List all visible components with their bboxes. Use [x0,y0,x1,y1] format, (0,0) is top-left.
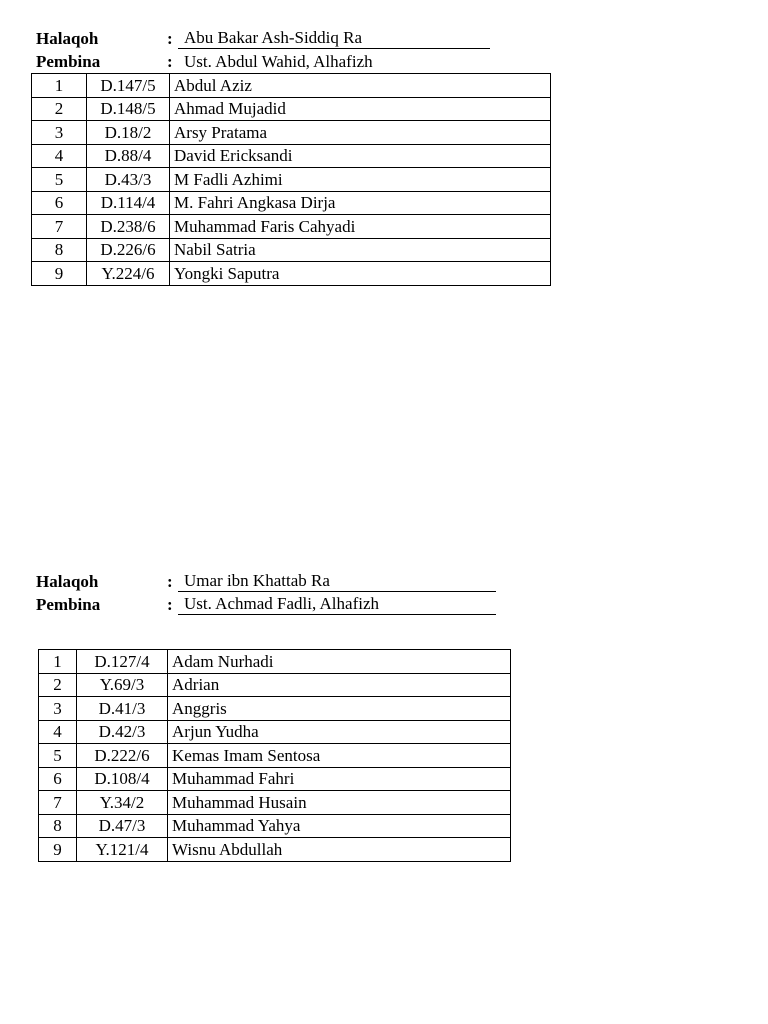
student-name: Adrian [168,673,511,697]
student-name: Adam Nurhadi [168,650,511,674]
row-number: 3 [39,697,77,721]
student-code: D.238/6 [87,215,170,239]
table-row [39,720,511,744]
student-name: Muhammad Yahya [168,814,511,838]
halaqoh-value: Umar ibn Khattab Ra [178,570,496,592]
table-row [39,650,511,674]
student-code: D.18/2 [87,121,170,145]
table-row [32,191,551,215]
row-number: 6 [39,767,77,791]
halaqoh-section-1 [36,27,556,73]
student-code: D.42/3 [77,720,168,744]
student-name: Arsy Pratama [170,121,551,145]
halaqoh-colon: : [167,572,173,591]
student-name: Arjun Yudha [168,720,511,744]
student-code: Y.69/3 [77,673,168,697]
row-number: 1 [32,74,87,98]
table-row [32,97,551,121]
pembina-colon: : [167,595,173,614]
table-row [39,697,511,721]
row-number: 1 [39,650,77,674]
student-code: D.41/3 [77,697,168,721]
row-number: 8 [32,238,87,262]
student-name: M Fadli Azhimi [170,168,551,192]
pembina-label: Pembina [36,595,101,614]
row-number: 5 [39,744,77,768]
table-row [32,144,551,168]
table-row [32,238,551,262]
student-name: Abdul Aziz [170,74,551,98]
halaqoh-label: Halaqoh [36,29,99,48]
row-number: 2 [39,673,77,697]
row-number: 7 [39,791,77,815]
row-number: 8 [39,814,77,838]
row-number: 9 [32,262,87,286]
student-code: D.88/4 [87,144,170,168]
student-name: Yongki Saputra [170,262,551,286]
student-name: Ahmad Mujadid [170,97,551,121]
row-number: 6 [32,191,87,215]
halaqoh-section-2 [36,570,556,616]
pembina-value: Ust. Abdul Wahid, Alhafizh [184,52,373,71]
halaqoh-row [36,570,556,593]
table-row [39,673,511,697]
student-name: Muhammad Faris Cahyadi [170,215,551,239]
student-code: D.226/6 [87,238,170,262]
row-number: 9 [39,838,77,862]
student-name: Muhammad Husain [168,791,511,815]
student-table-2 [38,649,511,862]
table-row [39,744,511,768]
table-row [32,215,551,239]
student-code: D.147/5 [87,74,170,98]
row-number: 5 [32,168,87,192]
student-name: Kemas Imam Sentosa [168,744,511,768]
student-code: Y.224/6 [87,262,170,286]
row-number: 2 [32,97,87,121]
pembina-label: Pembina [36,52,101,71]
student-code: Y.34/2 [77,791,168,815]
halaqoh-label: Halaqoh [36,572,99,591]
row-number: 3 [32,121,87,145]
table-row [39,767,511,791]
row-number: 4 [39,720,77,744]
student-code: D.148/5 [87,97,170,121]
table-row [32,262,551,286]
student-code: Y.121/4 [77,838,168,862]
pembina-value: Ust. Achmad Fadli, Alhafizh [178,593,496,615]
halaqoh-value: Abu Bakar Ash-Siddiq Ra [178,27,490,49]
student-name: Anggris [168,697,511,721]
student-code: D.127/4 [77,650,168,674]
student-name: David Ericksandi [170,144,551,168]
table-row [32,168,551,192]
student-name: M. Fahri Angkasa Dirja [170,191,551,215]
student-name: Wisnu Abdullah [168,838,511,862]
row-number: 7 [32,215,87,239]
table-row [39,814,511,838]
table-row [32,74,551,98]
row-number: 4 [32,144,87,168]
pembina-row [36,50,556,73]
pembina-colon: : [167,52,173,71]
student-name: Muhammad Fahri [168,767,511,791]
halaqoh-colon: : [167,29,173,48]
student-code: D.47/3 [77,814,168,838]
student-code: D.43/3 [87,168,170,192]
table-row [32,121,551,145]
student-table-1 [31,73,551,286]
student-code: D.108/4 [77,767,168,791]
student-name: Nabil Satria [170,238,551,262]
table-row [39,791,511,815]
table-row [39,838,511,862]
pembina-row [36,593,556,616]
halaqoh-row [36,27,556,50]
student-code: D.114/4 [87,191,170,215]
student-code: D.222/6 [77,744,168,768]
